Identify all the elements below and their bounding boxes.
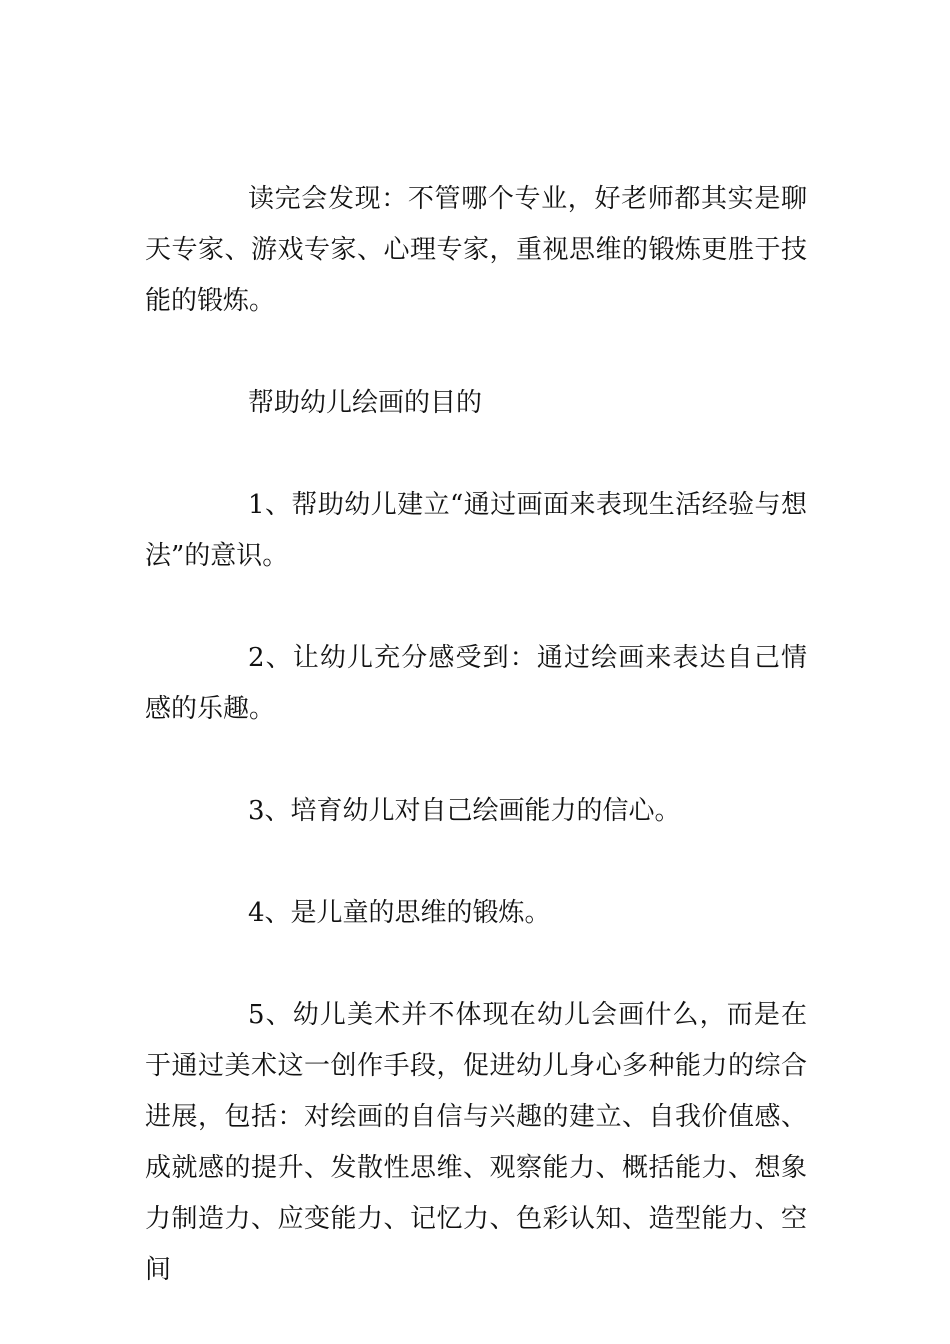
paragraph-intro: 读完会发现：不管哪个专业，好老师都其实是聊天专家、游戏专家、心理专家，重视思维的锻炼更胜于技能的锻炼。 [145, 184, 807, 316]
list-item-2: 2、让幼儿充分感受到：通过绘画来表达自己情感的乐趣。 [145, 643, 807, 724]
section-heading: 帮助幼儿绘画的目的 [248, 388, 483, 418]
list-item-1: 1、帮助幼儿建立“通过画面来表现生活经验与想法”的意识。 [145, 490, 807, 571]
list-item-3: 3、培育幼儿对自己绘画能力的信心。 [248, 796, 681, 826]
document-body [145, 174, 807, 1296]
list-item-5: 5、幼儿美术并不体现在幼儿会画什么，而是在于通过美术这一创作手段，促进幼儿身心多种能力的综合进展，包括：对绘画的自信与兴趣的建立、自我价值感、成就感的提升、发散性思维、观察能力、概括能力、想象力制造力、应变能力、记忆力、色彩认知、造型能力、空间 [145, 1000, 807, 1285]
list-item-4: 4、是儿童的思维的锻炼。 [248, 898, 551, 928]
